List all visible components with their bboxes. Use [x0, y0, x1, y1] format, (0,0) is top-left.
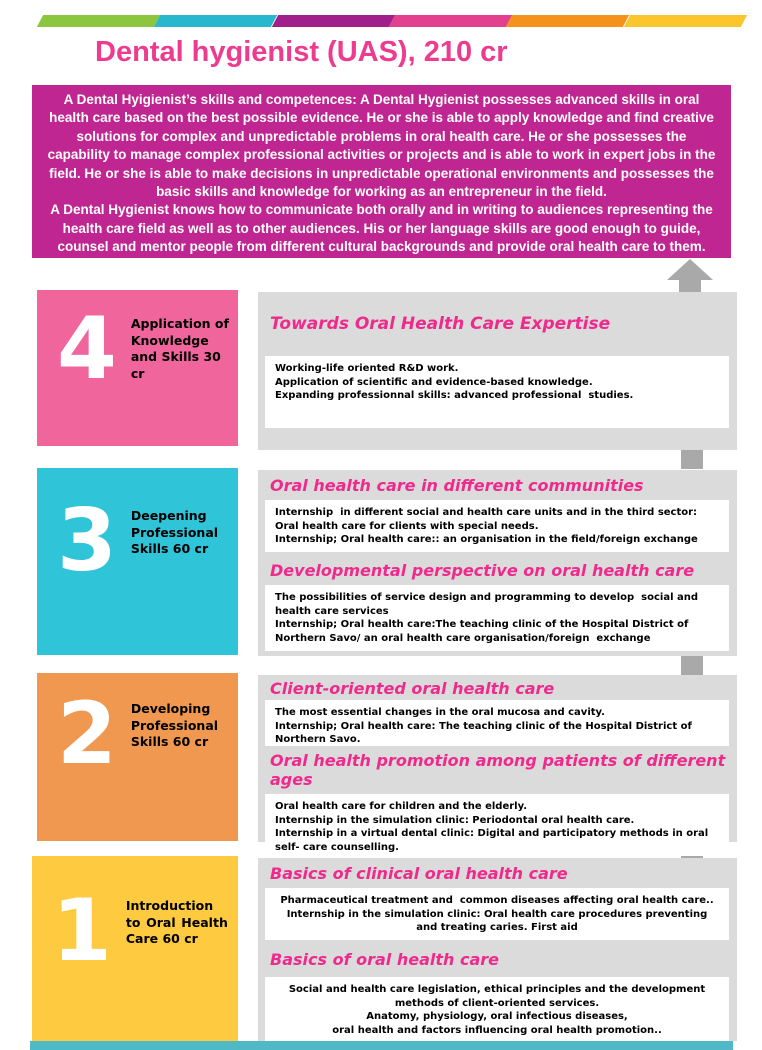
level-1-heading-1: Basics of clinical oral health care	[270, 864, 568, 883]
page-title: Dental hygienist (UAS), 210 cr	[95, 36, 508, 68]
progression-arrow-stem-top	[681, 447, 703, 469]
stripe-segment-orange	[506, 15, 630, 27]
level-2-heading-1: Client-oriented oral health care	[270, 679, 555, 698]
level-4-number: 4	[57, 299, 117, 399]
level-2-content-box-1	[265, 700, 729, 746]
content-line: Oral health care for clients with special needs.	[275, 520, 539, 532]
level-4-heading: Towards Oral Health Care Expertise	[270, 314, 611, 334]
content-line: Internship; Oral health care: The teaching clinic of the Hospital District of Northern Savo.	[275, 720, 696, 745]
level-3-heading-2: Developmental perspective on oral health care	[270, 561, 695, 580]
content-line: Internship in different social and health care units and in the third sector:	[275, 507, 698, 518]
level-2-content-box-2	[265, 794, 729, 856]
stripe-segment-purple	[271, 15, 395, 27]
content-line: oral health and factors influencing oral health promotion..	[332, 1024, 662, 1036]
content-line: Pharmaceutical treatment and common diseases affecting oral health care..	[280, 895, 714, 906]
content-line: Social and health care legislation, ethical principles and the development methods of client-oriented services.	[288, 984, 709, 1009]
level-3-content-box-1	[265, 500, 729, 552]
top-color-stripe	[40, 15, 744, 27]
content-line: Internship; Oral health care:: an organisation in the field/foreign exchange	[275, 534, 698, 545]
level-1-heading-2: Basics of oral health care	[270, 950, 499, 969]
level-3-label: Deepening Professional Skills 60 cr	[130, 508, 219, 556]
level-3-number: 3	[57, 491, 117, 591]
content-line: Working-life oriented R&D work.	[275, 363, 459, 374]
competence-description-block	[32, 85, 731, 258]
level-3-panel	[258, 470, 737, 656]
level-3-heading-1: Oral health care in different communities	[270, 476, 644, 495]
level-2-number: 2	[57, 684, 117, 784]
level-1-box	[32, 856, 238, 1042]
level-1-panel	[258, 858, 737, 1041]
progression-arrow-stem-middle	[681, 654, 703, 676]
content-line: Application of scientific and evidence-based knowledge.	[275, 376, 593, 388]
stripe-segment-green	[37, 15, 161, 27]
content-line: Internship; Oral health care:The teaching clinic of the Hospital District of Northern Savo/ an oral health care organisation/foreign exchange	[275, 619, 692, 644]
content-line: The possibilities of service design and programming to develop social and health care services	[275, 592, 702, 617]
level-4-panel	[258, 292, 737, 450]
level-4-content-box	[265, 356, 729, 428]
content-line: Internship in the simulation clinic: Oral health care procedures preventing and treating caries. First aid	[286, 908, 711, 933]
level-3-content-box-2	[265, 585, 729, 651]
level-3-box	[37, 468, 238, 655]
level-2-panel	[258, 675, 737, 853]
stripe-segment-teal	[154, 15, 278, 27]
level-2-label: Developing Professional Skills 60 cr	[130, 701, 219, 749]
level-1-number: 1	[52, 881, 112, 981]
progression-arrow-head-icon	[667, 259, 713, 280]
level-2-heading-2: Oral health promotion among patients of different ages	[270, 751, 726, 789]
level-2-box	[37, 673, 238, 841]
level-1-label: Introduction to Oral Health Care 60 cr	[125, 898, 228, 946]
progression-arrow-neck	[679, 280, 701, 292]
level-4-box	[37, 290, 238, 446]
content-line: Expanding professionnal skills: advanced professional studies.	[275, 390, 634, 401]
content-line: Anatomy, physiology, oral infectious diseases,	[366, 1011, 628, 1022]
content-line: Oral health care for children and the elderly.	[275, 801, 528, 812]
level-4-label: Application of Knowledge and Skills 30 cr	[130, 316, 229, 381]
level-1-content-box-2	[265, 977, 729, 1045]
competence-paragraph-1: A Dental Hyigienist’s skills and competences: A Dental Hygienist possesses advanced skills in oral health care based on the best possible evidence. He or she is able to apply knowledge and find creative solutions for complex and unpredictable problems in oral health care. He or she possesses the capability to manage complex professional activities or projects and is able to work in expert jobs in the field. He or she is able to make decisions in unpredictable operational environments and possesses the basic skills and knowledge for working as an entrepreneur in the field.	[47, 92, 716, 200]
bottom-accent-bar	[30, 1041, 733, 1050]
content-line: The most essential changes in the oral mucosa and cavity.	[275, 707, 605, 718]
content-line: Internship in the simulation clinic: Periodontal oral health care.	[275, 814, 635, 826]
content-line: Internship in a virtual dental clinic: Digital and participatory methods in oral self- care counselling.	[275, 828, 712, 853]
competence-paragraph-2: A Dental Hygienist knows how to communicate both orally and in writing to audiences representing the health care field as well as to other audiences. His or her language skills are good enough to guide, counsel and mentor people from different cultural backgrounds and provide oral health care to them.	[50, 202, 713, 255]
stripe-segment-yellow	[623, 15, 747, 27]
stripe-segment-pink	[389, 15, 513, 27]
level-1-content-box-1	[265, 888, 729, 940]
